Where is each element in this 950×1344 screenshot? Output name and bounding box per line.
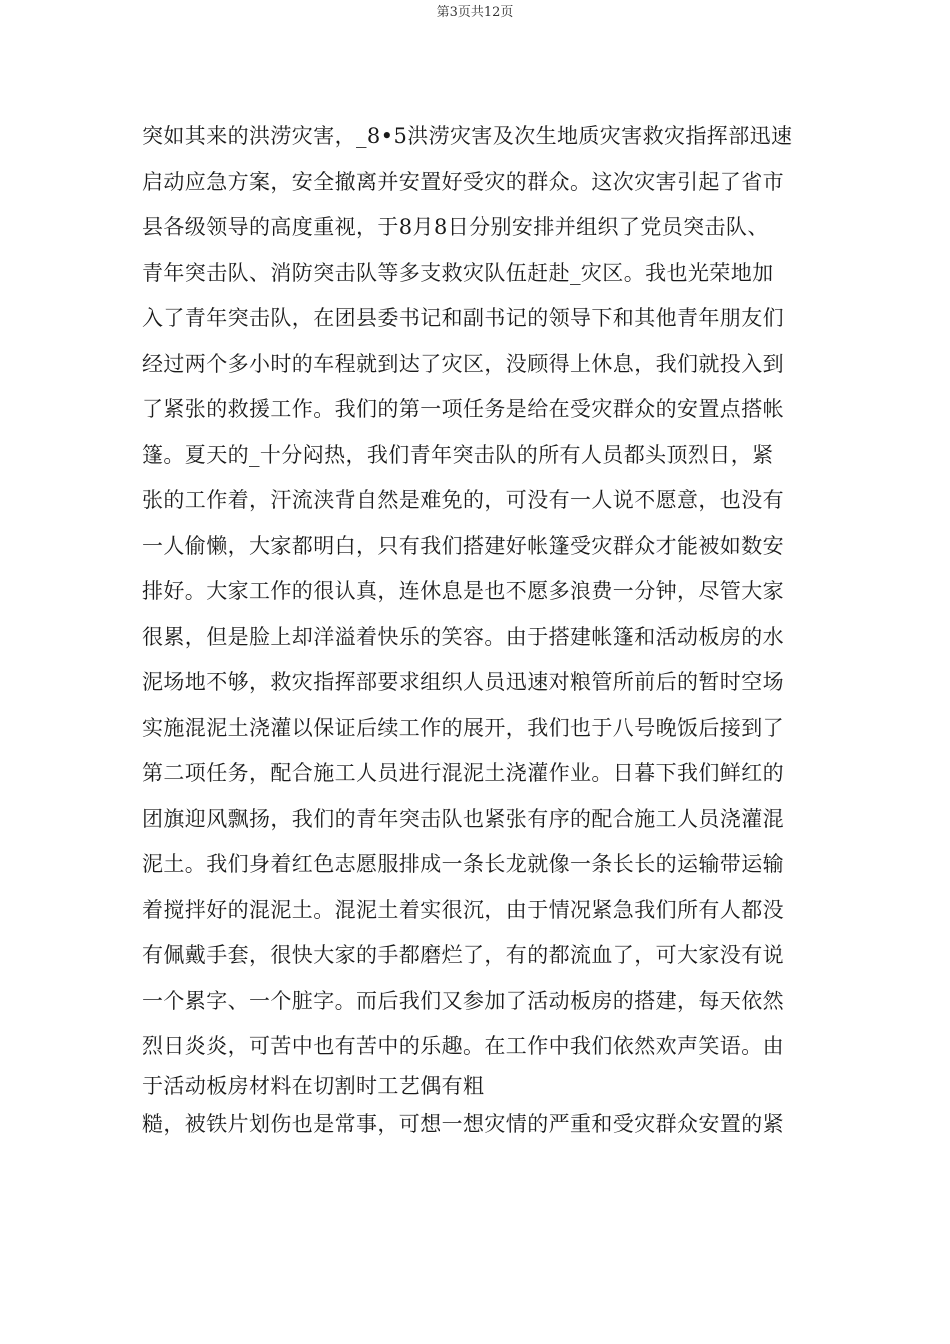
text-line: 第二项任务，配合施工人员进行混泥土浇灌作业。日暮下我们鲜红的: [142, 761, 784, 785]
document-body: [142, 114, 822, 1147]
text-line: 泥土。我们身着红色志愿服排成一条长龙就像一条长长的运输带运输: [142, 852, 784, 876]
text-line: 有佩戴手套，很快大家的手都磨烂了，有的都流血了，可大家没有说: [142, 943, 784, 967]
text-line: 了紧张的救援工作。我们的第一项任务是给在受灾群众的安置点搭帐: [142, 397, 784, 421]
text-line: 糙，被铁片划伤也是常事，可想一想灾情的严重和受灾群众安置的紧: [142, 1111, 784, 1136]
text-line: 青年突击队、消防突击队等多支救灾队伍赶赴_灾区。我也光荣地加: [142, 260, 774, 285]
text-line: 篷。夏天的_十分闷热，我们青年突击队的所有人员都头顶烈日，紧: [142, 442, 774, 467]
text-line: 实施混泥土浇灌以保证后续工作的展开，我们也于八号晚饭后接到了: [142, 715, 784, 740]
text-line: 泥场地不够，救灾指挥部要求组织人员迅速对粮管所前后的暂时空场: [142, 670, 784, 694]
text-line: 启动应急方案，安全撤离并安置好受灾的群众。这次灾害引起了省市: [142, 169, 784, 194]
text-line: 一个累字、一个脏字。而后我们又参加了活动板房的搭建，每天依然: [142, 988, 784, 1013]
text-line: 于活动板房材料在切割时工艺偶有粗: [142, 1073, 485, 1098]
text-line: 很累，但是脸上却洋溢着快乐的笑容。由于搭建帐篷和活动板房的水: [142, 624, 784, 649]
text-line: 张的工作着，汗流浃背自然是难免的，可没有一人说不愿意，也没有: [142, 488, 784, 512]
text-line: 团旗迎风飘扬，我们的青年突击队也紧张有序的配合施工人员浇灌混: [142, 806, 784, 831]
text-line: 着搅拌好的混泥土。混泥土着实很沉，由于情况紧急我们所有人都没: [142, 897, 784, 922]
text-line: 烈日炎炎，可苦中也有苦中的乐趣。在工作中我们依然欢声笑语。由: [142, 1034, 784, 1058]
page-number-header: 第3页共12页: [436, 5, 514, 20]
text-line: 入了青年突击队，在团县委书记和副书记的领导下和其他青年朋友们: [142, 306, 784, 330]
text-line: 一人偷懒，大家都明白，只有我们搭建好帐篷受灾群众才能被如数安: [142, 533, 784, 558]
text-line: 县各级领导的高度重视，于8月8日分别安排并组织了党员突击队、: [142, 215, 769, 239]
text-line: 排好。大家工作的很认真，连休息是也不愿多浪费一分钟，尽管大家: [142, 579, 784, 603]
text-line: 经过两个多小时的车程就到达了灾区，没顾得上休息，我们就投入到: [142, 351, 784, 376]
text-line: 突如其来的洪涝灾害，_8•5洪涝灾害及次生地质灾害救灾指挥部迅速: [142, 124, 793, 148]
